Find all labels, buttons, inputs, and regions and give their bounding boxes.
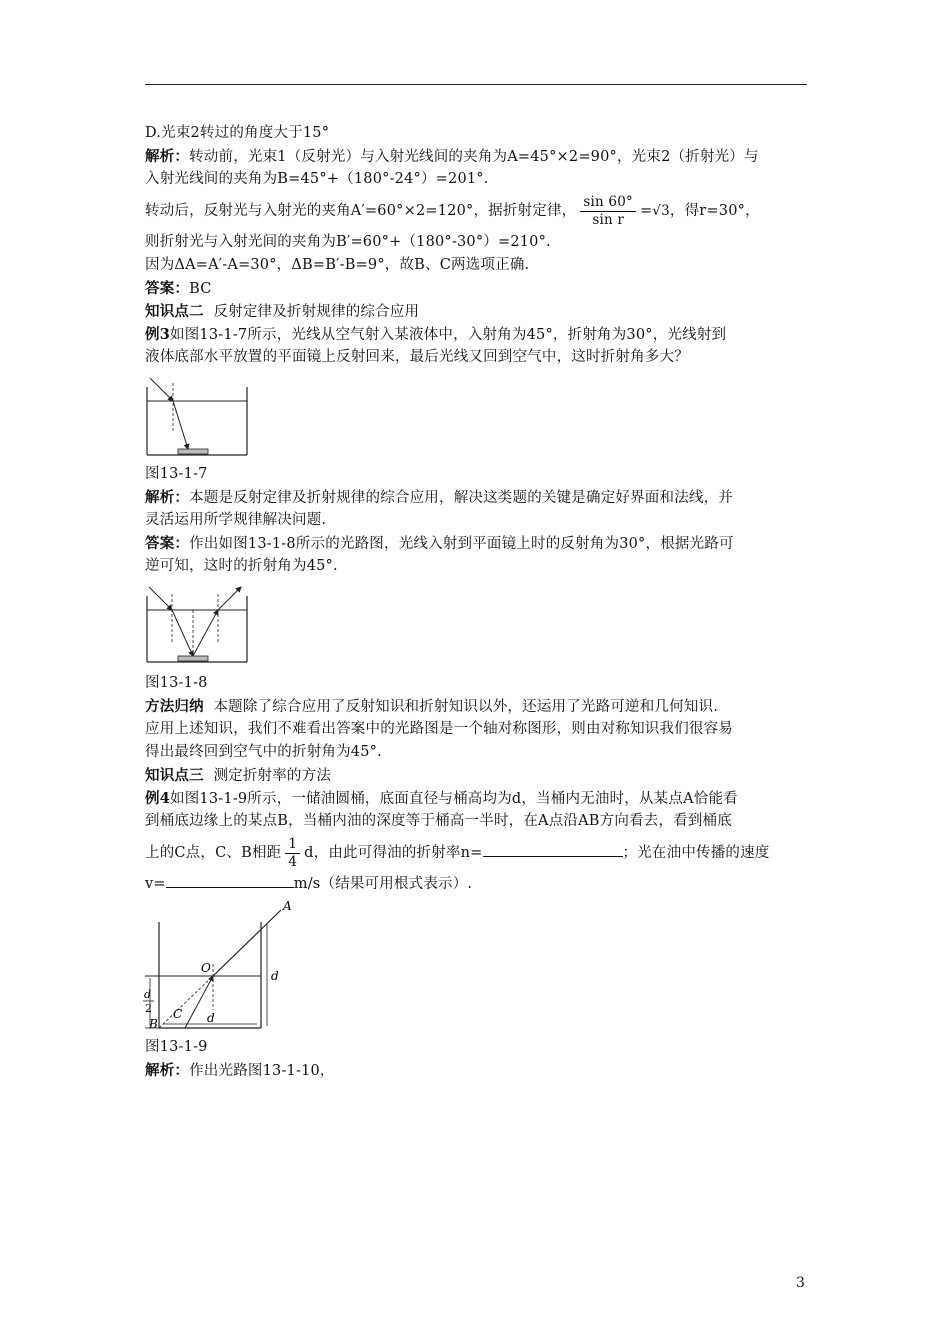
analysis-line-5: 因为ΔA=A′-A=30°，ΔB=B′-B=9°，故B、C两选项正确. — [145, 257, 530, 273]
example-4-line-3 — [145, 833, 807, 873]
kp-label: 知识点三 — [145, 767, 204, 784]
label-half-den: 2 — [145, 1002, 152, 1015]
example-4-line-2: 到桶底边缘上的某点B，当桶内油的深度等于桶高一半时，在A点沿AB方向看去，看到桶底 — [145, 813, 732, 829]
example-4-line-1 — [145, 787, 807, 810]
sine-fraction — [580, 194, 636, 229]
page-content — [145, 122, 807, 1082]
analysis-4 — [145, 1059, 807, 1082]
fraction-denominator: 4 — [288, 853, 298, 870]
option-d: D.光束2转过的角度大于15° — [145, 125, 330, 141]
fraction-denominator: sin r — [592, 211, 624, 228]
analysis-line-3 — [145, 191, 807, 231]
refractive-index-blank[interactable] — [483, 842, 623, 857]
analysis-3-line-2: 灵活运用所学规律解决问题. — [145, 512, 327, 528]
answer-3-line-2: 逆可知，这时的折射角为45°. — [145, 558, 338, 574]
figure-13-1-8 — [145, 582, 255, 666]
example-text: 上的C点，C、B相距 — [145, 845, 282, 861]
label-a: A — [283, 899, 292, 913]
example-text: d，由此可得油的折射率n= — [304, 845, 483, 861]
example-3-line-1 — [145, 323, 807, 346]
example-3-line-2: 液体底部水平放置的平面镜上反射回来，最后光线又回到空气中，这时折射角多大？ — [145, 349, 689, 365]
kp-title: 测定折射率的方法 — [213, 768, 332, 784]
page-number: 3 — [796, 1275, 805, 1291]
figure-caption-7: 图13-1-7 — [145, 466, 208, 482]
answer-text: BC — [189, 281, 212, 297]
example-text: 如图13-1-7所示，光线从空气射入某液体中，入射角为45°，折射角为30°，光线射到 — [170, 327, 727, 343]
quarter-fraction — [285, 836, 300, 871]
figure-caption-9: 图13-1-9 — [145, 1039, 208, 1055]
label-o: O — [201, 961, 211, 975]
method-text: 本题除了综合应用了反射知识和折射知识以外，还运用了光路可逆和几何知识. — [213, 699, 719, 715]
label-d-bottom: d — [207, 1011, 215, 1025]
example-label: 例3 — [145, 326, 170, 343]
analysis-text: 作出光路图13-1-10， — [189, 1063, 335, 1079]
method-label: 方法归纳 — [145, 698, 204, 715]
analysis-text: 转动后，反射光与入射光的夹角A′=60°×2=120°，据折射定律， — [145, 203, 577, 219]
equals-sign: = — [639, 203, 653, 219]
kp-label: 知识点二 — [145, 303, 204, 320]
answer-text: 作出如图13-1-8所示的光路图，光线入射到平面镜上时的反射角为30°，根据光路可 — [189, 536, 734, 552]
method-line-1 — [145, 695, 807, 718]
knowledge-point-3 — [145, 764, 807, 787]
answer-3-line-1 — [145, 532, 807, 555]
method-line-3: 得出最终回到空气中的折射角为45°. — [145, 744, 382, 760]
example-label: 例4 — [145, 790, 170, 807]
example-4-line-4 — [145, 873, 807, 896]
label-c: C — [173, 1007, 183, 1021]
figure-13-1-9 — [145, 900, 295, 1030]
figure-13-1-7 — [145, 373, 255, 457]
analysis-label: 解析： — [145, 1062, 190, 1079]
fraction-numerator: sin 60° — [580, 194, 636, 212]
figure-caption-8: 图13-1-8 — [145, 675, 208, 691]
analysis-label: 解析： — [145, 489, 190, 506]
example-text: m/s（结果可用根式表示）. — [293, 876, 473, 892]
answer-1 — [145, 277, 807, 300]
answer-label: 答案： — [145, 535, 190, 552]
label-d-right: d — [271, 969, 279, 983]
knowledge-point-2 — [145, 300, 807, 323]
speed-blank[interactable] — [166, 873, 294, 888]
analysis-line-1 — [145, 145, 807, 168]
analysis-text: 本题是反射定律及折射规律的综合应用，解决这类题的关键是确定好界面和法线，并 — [189, 490, 734, 506]
example-text: ；光在油中传播的速度 — [622, 845, 770, 861]
example-text: 如图13-1-9所示，一储油圆桶，底面直径与桶高均为d，当桶内无油时，从某点A恰能看 — [170, 791, 738, 807]
answer-label: 答案： — [145, 280, 190, 297]
analysis-line-4: 则折射光与入射光间的夹角为B′=60°+（180°-30°）=210°. — [145, 234, 551, 250]
analysis-label: 解析： — [145, 148, 190, 165]
example-text: v= — [145, 876, 166, 892]
analysis-line-2: 入射光线间的夹角为B=45°+（180°-24°）=201°. — [145, 171, 489, 187]
label-b: B — [149, 1017, 158, 1031]
analysis-3-line-1 — [145, 486, 807, 509]
kp-title: 反射定律及折射规律的综合应用 — [213, 304, 420, 320]
fraction-numerator: 1 — [285, 836, 300, 854]
label-half-num: d — [144, 988, 152, 1001]
method-line-2: 应用上述知识，我们不难看出答案中的光路图是一个轴对称图形，则由对称知识我们很容易 — [145, 721, 733, 737]
sqrt-three: √3 — [652, 203, 670, 219]
analysis-text: ，得r=30°， — [669, 203, 760, 219]
analysis-text: 转动前，光束1（反射光）与入射光线间的夹角为A=45°×2=90°，光束2（折射光）与 — [189, 149, 759, 165]
header-rule — [145, 84, 807, 85]
